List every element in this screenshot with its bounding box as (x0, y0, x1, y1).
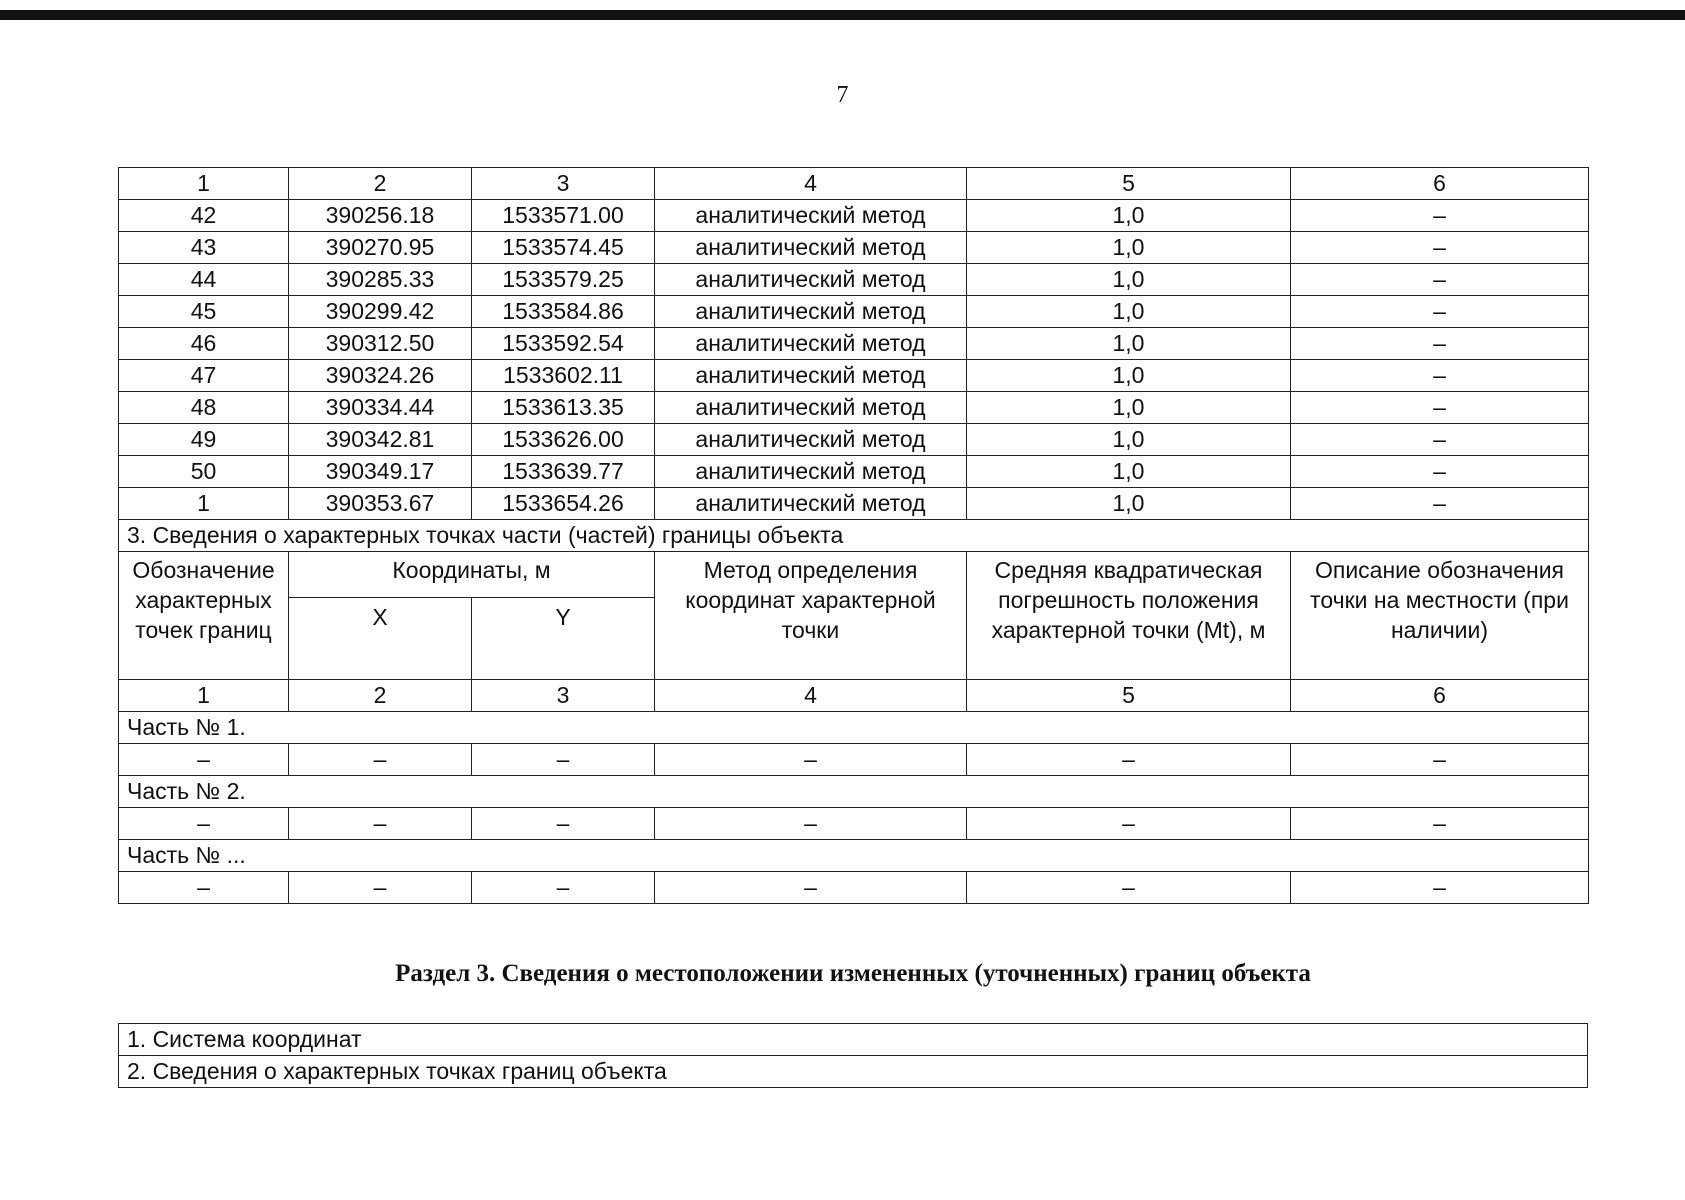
x-coordinate-cell: 390299.42 (289, 296, 472, 328)
part-data-row (119, 808, 1589, 840)
table-row (119, 200, 1589, 232)
description-cell: – (1291, 296, 1589, 328)
column-number: 2 (289, 168, 472, 200)
method-cell: аналитический метод (655, 424, 967, 456)
accuracy-cell: 1,0 (967, 456, 1291, 488)
section-title-row (119, 520, 1589, 552)
top-border-line (0, 10, 1685, 20)
description-cell: – (1291, 392, 1589, 424)
part-cell: – (655, 808, 967, 840)
x-coordinate-cell: 390349.17 (289, 456, 472, 488)
section-3-table (118, 1023, 1588, 1088)
method-cell: аналитический метод (655, 296, 967, 328)
table-row (119, 296, 1589, 328)
part-data-row (119, 744, 1589, 776)
column-number-row (119, 680, 1589, 712)
accuracy-cell: 1,0 (967, 200, 1291, 232)
section-3-row (119, 1024, 1588, 1056)
method-cell: аналитический метод (655, 392, 967, 424)
method-cell: аналитический метод (655, 328, 967, 360)
y-coordinate-cell: 1533613.35 (472, 392, 655, 424)
part-cell: – (289, 744, 472, 776)
x-coordinate-cell: 390312.50 (289, 328, 472, 360)
method-cell: аналитический метод (655, 456, 967, 488)
part-cell: – (119, 744, 289, 776)
point-id-cell: 44 (119, 264, 289, 296)
section-3-heading: Раздел 3. Сведения о местоположении измененных (уточненных) границ объекта (395, 960, 1311, 987)
header-description: Описание обозначения точки на местности (при наличии) (1291, 552, 1589, 680)
part-cell: – (967, 872, 1291, 904)
description-cell: – (1291, 360, 1589, 392)
method-cell: аналитический метод (655, 488, 967, 520)
table-row (119, 488, 1589, 520)
point-id-cell: 47 (119, 360, 289, 392)
description-cell: – (1291, 488, 1589, 520)
accuracy-cell: 1,0 (967, 296, 1291, 328)
column-number: 6 (1291, 168, 1589, 200)
x-coordinate-cell: 390285.33 (289, 264, 472, 296)
part-label-row (119, 712, 1589, 744)
part-cell: – (472, 744, 655, 776)
part-cell: – (119, 808, 289, 840)
point-id-cell: 50 (119, 456, 289, 488)
header-method: Метод определения координат характерной точки (655, 552, 967, 680)
y-coordinate-cell: 1533654.26 (472, 488, 655, 520)
part-cell: – (655, 872, 967, 904)
y-coordinate-cell: 1533639.77 (472, 456, 655, 488)
header-y: Y (472, 598, 655, 680)
method-cell: аналитический метод (655, 264, 967, 296)
header-accuracy: Средняя квадратическая погрешность положения характерной точки (Mt), м (967, 552, 1291, 680)
accuracy-cell: 1,0 (967, 360, 1291, 392)
part-data-row (119, 872, 1589, 904)
part-cell: – (1291, 872, 1589, 904)
part-cell: – (967, 808, 1291, 840)
table-row (119, 360, 1589, 392)
boundary-points-table (118, 167, 1589, 904)
table-row (119, 392, 1589, 424)
description-cell: – (1291, 264, 1589, 296)
x-coordinate-cell: 390270.95 (289, 232, 472, 264)
part-label: Часть № 1. (119, 712, 1589, 744)
part-cell: – (119, 872, 289, 904)
header-coordinates: Координаты, м (289, 552, 655, 598)
description-cell: – (1291, 232, 1589, 264)
part-label: Часть № ... (119, 840, 1589, 872)
y-coordinate-cell: 1533626.00 (472, 424, 655, 456)
description-cell: – (1291, 200, 1589, 232)
column-number: 4 (655, 168, 967, 200)
part-cell: – (655, 744, 967, 776)
column-number: 5 (967, 680, 1291, 712)
column-number: 3 (472, 680, 655, 712)
x-coordinate-cell: 390256.18 (289, 200, 472, 232)
description-cell: – (1291, 424, 1589, 456)
x-coordinate-cell: 390342.81 (289, 424, 472, 456)
column-number-row (119, 168, 1589, 200)
method-cell: аналитический метод (655, 200, 967, 232)
part-cell: – (1291, 744, 1589, 776)
y-coordinate-cell: 1533602.11 (472, 360, 655, 392)
x-coordinate-cell: 390353.67 (289, 488, 472, 520)
x-coordinate-cell: 390324.26 (289, 360, 472, 392)
point-id-cell: 48 (119, 392, 289, 424)
part-cell: – (472, 808, 655, 840)
parts-section-title: 3. Сведения о характерных точках части (частей) границы объекта (119, 520, 1589, 552)
method-cell: аналитический метод (655, 360, 967, 392)
column-number: 6 (1291, 680, 1589, 712)
coordinate-system-row: 1. Система координат (119, 1024, 1588, 1056)
point-id-cell: 49 (119, 424, 289, 456)
table-row (119, 424, 1589, 456)
method-cell: аналитический метод (655, 232, 967, 264)
y-coordinate-cell: 1533579.25 (472, 264, 655, 296)
part-label-row (119, 840, 1589, 872)
description-cell: – (1291, 456, 1589, 488)
y-coordinate-cell: 1533584.86 (472, 296, 655, 328)
x-coordinate-cell: 390334.44 (289, 392, 472, 424)
section-3-row (119, 1056, 1588, 1088)
table-row (119, 328, 1589, 360)
part-cell: – (967, 744, 1291, 776)
column-number: 4 (655, 680, 967, 712)
part-cell: – (289, 808, 472, 840)
accuracy-cell: 1,0 (967, 392, 1291, 424)
part-cell: – (1291, 808, 1589, 840)
y-coordinate-cell: 1533571.00 (472, 200, 655, 232)
table-row (119, 232, 1589, 264)
part-cell: – (472, 872, 655, 904)
page-number: 7 (836, 82, 849, 108)
point-id-cell: 42 (119, 200, 289, 232)
header-designation: Обозначение характерных точек границ (119, 552, 289, 680)
point-id-cell: 45 (119, 296, 289, 328)
table-row (119, 264, 1589, 296)
column-number: 1 (119, 680, 289, 712)
point-id-cell: 1 (119, 488, 289, 520)
y-coordinate-cell: 1533574.45 (472, 232, 655, 264)
column-number: 1 (119, 168, 289, 200)
accuracy-cell: 1,0 (967, 424, 1291, 456)
accuracy-cell: 1,0 (967, 328, 1291, 360)
part-label-row (119, 776, 1589, 808)
accuracy-cell: 1,0 (967, 488, 1291, 520)
point-id-cell: 43 (119, 232, 289, 264)
header-x: X (289, 598, 472, 680)
point-id-cell: 46 (119, 328, 289, 360)
header-row (119, 552, 1589, 598)
accuracy-cell: 1,0 (967, 264, 1291, 296)
column-number: 3 (472, 168, 655, 200)
boundary-points-info-row: 2. Сведения о характерных точках границ объекта (119, 1056, 1588, 1088)
column-number: 2 (289, 680, 472, 712)
part-label: Часть № 2. (119, 776, 1589, 808)
table-row (119, 456, 1589, 488)
y-coordinate-cell: 1533592.54 (472, 328, 655, 360)
part-cell: – (289, 872, 472, 904)
column-number: 5 (967, 168, 1291, 200)
accuracy-cell: 1,0 (967, 232, 1291, 264)
description-cell: – (1291, 328, 1589, 360)
